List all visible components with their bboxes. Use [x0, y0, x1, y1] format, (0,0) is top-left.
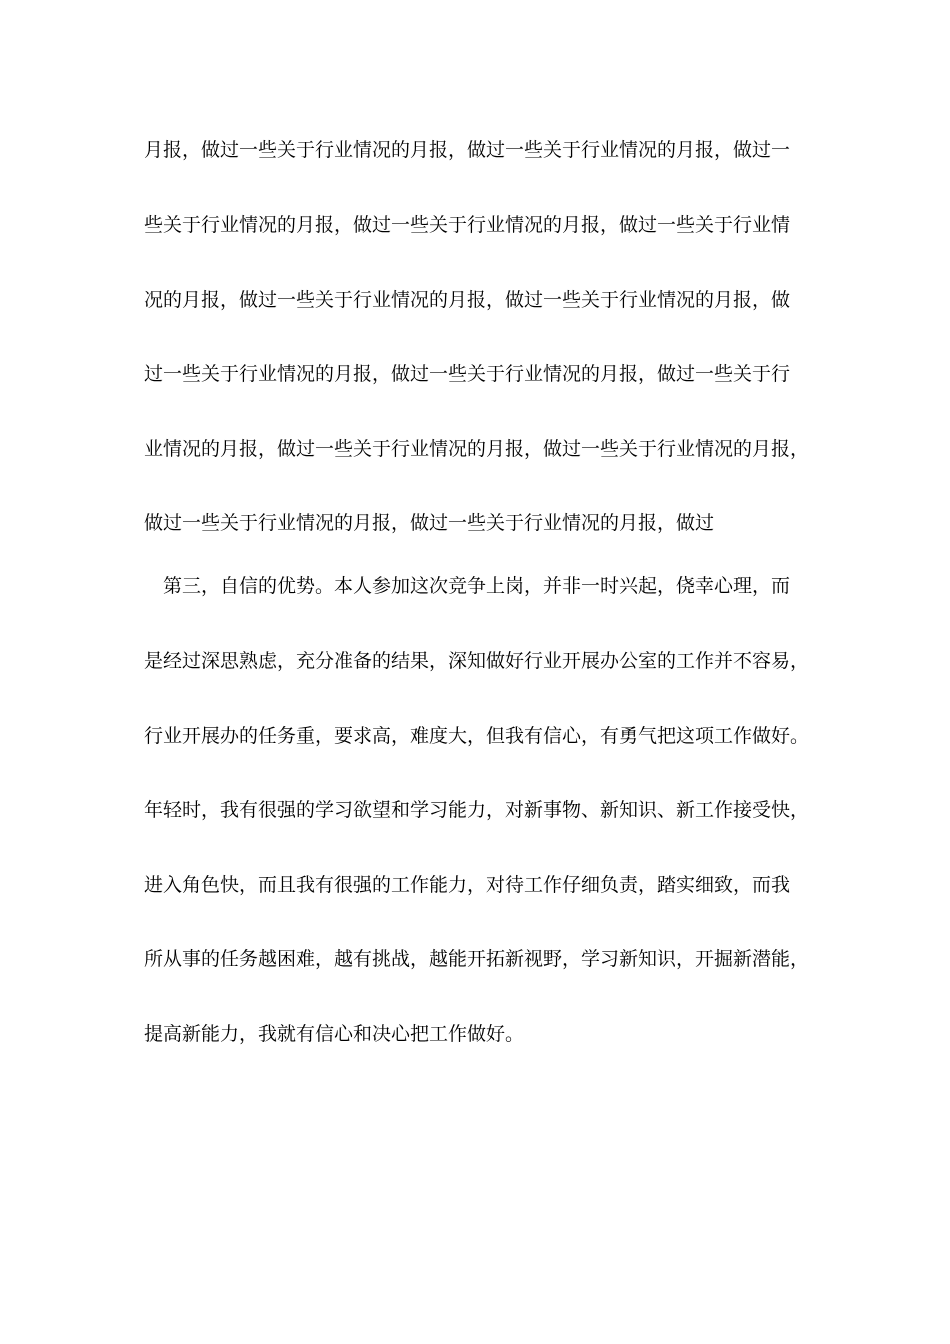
paragraph-2-line-3: 行业开展办的任务重，要求高，难度大，但我有信心，有勇气把这项工作做好。 — [144, 725, 810, 747]
paragraph-2-line-2: 是经过深思熟虑，充分准备的结果，深知做好行业开展办公室的工作并不容易， — [144, 650, 810, 672]
paragraph-2-line-7: 提高新能力，我就有信心和决心把工作做好。 — [144, 1023, 525, 1045]
paragraph-2-line-1: 第三，自信的优势。本人参加这次竞争上岗，并非一时兴起，侥幸心理，而 — [163, 575, 791, 597]
paragraph-1-line-5: 业情况的月报，做过一些关于行业情况的月报，做过一些关于行业情况的月报， — [144, 438, 810, 460]
paragraph-2-line-5: 进入角色快，而且我有很强的工作能力，对待工作仔细负责，踏实细致，而我 — [144, 874, 791, 896]
paragraph-2-line-4: 年轻时，我有很强的学习欲望和学习能力，对新事物、新知识、新工作接受快， — [144, 799, 810, 821]
paragraph-1-line-6: 做过一些关于行业情况的月报，做过一些关于行业情况的月报，做过 — [144, 512, 715, 534]
paragraph-1-line-4: 过一些关于行业情况的月报，做过一些关于行业情况的月报，做过一些关于行 — [144, 363, 791, 385]
paragraph-1-line-3: 况的月报，做过一些关于行业情况的月报，做过一些关于行业情况的月报，做 — [144, 289, 791, 311]
paragraph-1-line-2: 些关于行业情况的月报，做过一些关于行业情况的月报，做过一些关于行业情 — [144, 214, 791, 236]
paragraph-1-line-1: 月报，做过一些关于行业情况的月报，做过一些关于行业情况的月报，做过一 — [144, 139, 791, 161]
paragraph-2-line-6: 所从事的任务越困难，越有挑战，越能开拓新视野，学习新知识，开掘新潜能， — [144, 948, 810, 970]
